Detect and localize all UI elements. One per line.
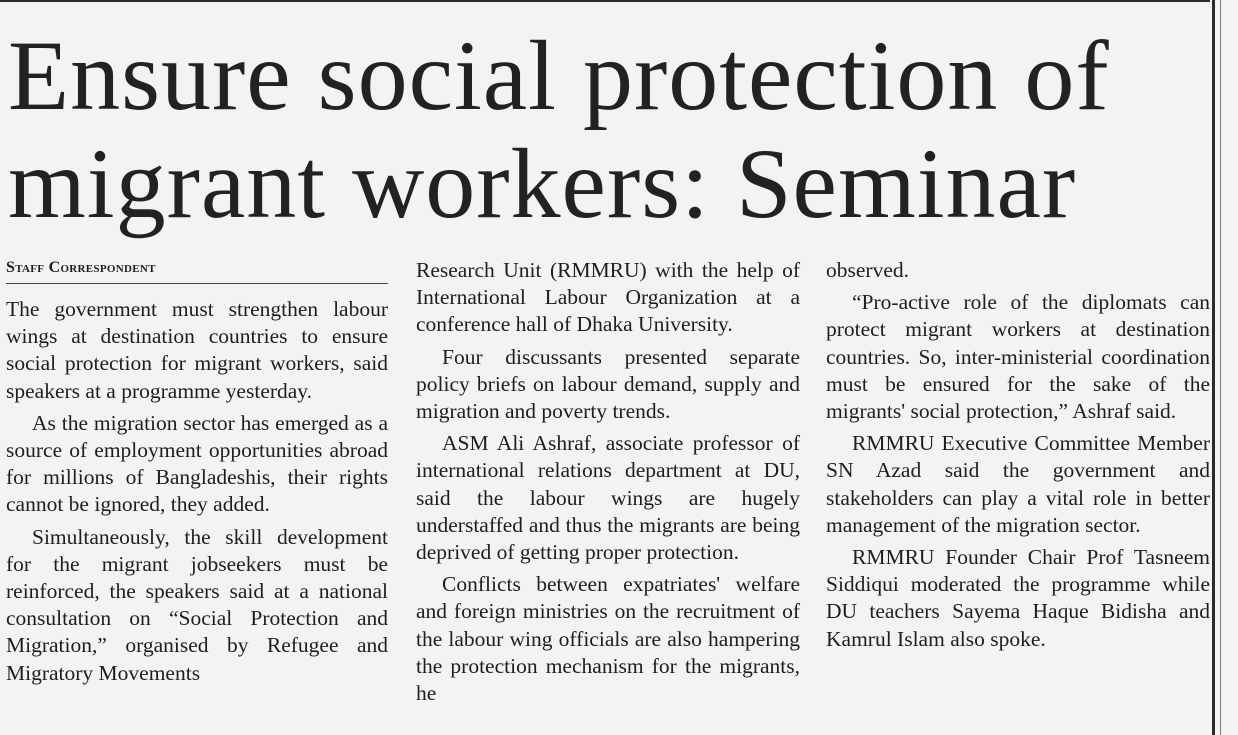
paragraph: The government must strengthen labour wings at destination countries to ensure social protection for migrant workers, said speakers at a programme yesterday.	[6, 297, 388, 403]
paragraph: Simultaneously, the skill development for the migrant jobseekers must be reinforced, the speakers said at a national consultation on “Social Protection and Migration,” organised by Refugee and Migratory Movements	[6, 524, 388, 685]
paragraph: ASM Ali Ashraf, associate professor of international relations department at DU, said the labour wings are hugely understaffed and thus the migrants are being deprived of getting proper protection.	[416, 431, 800, 565]
byline: Staff Correspondent	[6, 257, 388, 284]
headline-line-2: migrant workers: Seminar	[8, 128, 1077, 239]
article-column-2	[416, 257, 800, 707]
column-divider	[1212, 0, 1215, 735]
paragraph: As the migration sector has emerged as a source of employment opportunities abroad for millions of Bangladeshis, their rights cannot be ignored, they added.	[6, 410, 388, 517]
paragraph: RMMRU Executive Committee Member SN Azad said the government and stakeholders can play a vital role in better management of the migration sector.	[826, 431, 1210, 537]
paragraph: RMMRU Founder Chair Prof Tasneem Siddiqui moderated the programme while DU teachers Sayema Haque Bidisha and Kamrul Islam also spoke.	[826, 545, 1210, 651]
top-rule	[0, 0, 1210, 2]
column-divider-thin	[1220, 0, 1221, 735]
paragraph: “Pro-active role of the diplomats can protect migrant workers at destination countries. So, inter-ministerial coordination must be ensured for the sake of the migrants' social protection,” Ashraf said.	[826, 290, 1210, 424]
headline-line-1: Ensure social protection of	[8, 20, 1110, 131]
paragraph: Research Unit (RMMRU) with the help of International Labour Organization at a conference hall of Dhaka University.	[416, 258, 800, 337]
headline	[8, 22, 1212, 238]
paragraph: observed.	[826, 258, 909, 282]
paragraph: Four discussants presented separate policy briefs on labour demand, supply and migration and poverty trends.	[416, 344, 800, 424]
paragraph: Conflicts between expatriates' welfare and foreign ministries on the recruitment of the labour wing officials are also hampering the protection mechanism for the migrants, he	[416, 572, 800, 706]
article-column-3	[826, 257, 1210, 653]
article-column-1	[6, 257, 388, 687]
